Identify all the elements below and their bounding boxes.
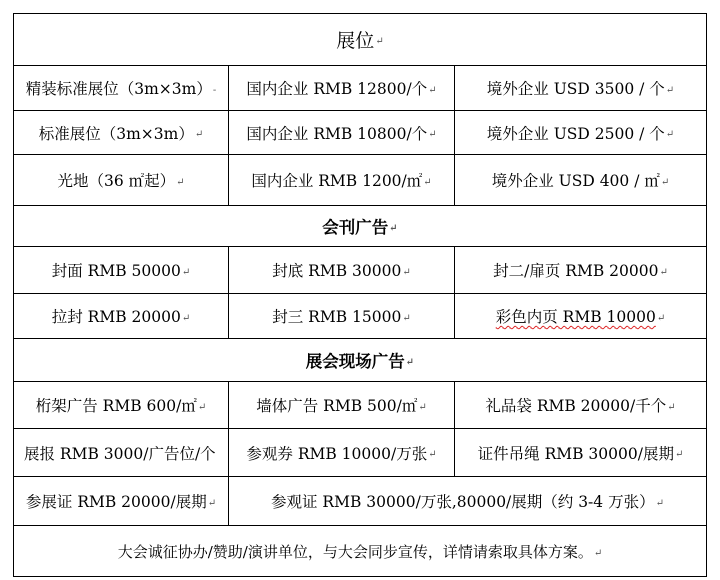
cell-text: 光地（36 ㎡起）: [57, 172, 176, 190]
paragraph-mark-icon: ↵: [655, 497, 664, 509]
paragraph-mark-icon: ↵: [656, 312, 666, 324]
domestic-price-cell: [229, 155, 454, 205]
paragraph-mark-icon: ↵: [660, 176, 670, 188]
cell-text: 拉封 RMB 20000: [51, 308, 181, 326]
domestic-price-cell: [229, 111, 454, 154]
paragraph-mark-icon: ↵: [423, 176, 432, 188]
section-title-text: 展位: [336, 30, 375, 52]
paragraph-mark-icon: ↵: [375, 36, 384, 47]
overseas-price-cell: [455, 111, 706, 154]
paragraph-mark-icon: ↵: [667, 401, 676, 413]
cell-text: 国内企业 RMB 12800/个: [246, 80, 428, 98]
ad-price-cell: [14, 477, 228, 525]
section-title-onsite: [14, 339, 706, 381]
ad-price-cell: [14, 247, 228, 293]
paragraph-mark-icon: ↵: [389, 222, 398, 234]
booth-type-cell: [14, 155, 228, 205]
cell-text: 礼品袋 RMB 20000/千个: [485, 397, 667, 415]
cell-text: 标准展位（3m×3m）: [38, 124, 194, 143]
paragraph-mark-icon: ↵: [197, 401, 207, 413]
ad-price-cell: [455, 429, 706, 476]
paragraph-mark-icon: ↵: [402, 266, 411, 278]
table-border-bottom: [13, 576, 706, 577]
paragraph-mark-icon: ↵: [194, 129, 204, 140]
cell-text: 精装标准展位（3m×3m）: [25, 80, 212, 98]
paragraph-mark-icon: -: [212, 84, 217, 96]
paragraph-mark-icon: ↵: [674, 449, 684, 460]
ad-price-cell: [455, 382, 706, 428]
cell-text: 封面 RMB 50000: [51, 262, 181, 280]
table-border-right: [706, 13, 707, 577]
overseas-price-cell: [455, 155, 706, 205]
cell-text: 参观证 RMB 30000/万张,80000/展期（约 3-4 万张）: [271, 493, 655, 511]
paragraph-mark-icon: ↵: [181, 266, 191, 278]
paragraph-mark-icon: ↵: [181, 312, 191, 324]
domestic-price-cell: [229, 66, 454, 110]
ad-price-cell: [14, 382, 228, 428]
booth-type-cell: [14, 111, 228, 154]
footer-note: [14, 526, 706, 576]
cell-text: 桁架广告 RMB 600/㎡: [35, 397, 197, 415]
paragraph-mark-icon: ↵: [428, 129, 437, 140]
cell-text: 封三 RMB 15000: [272, 308, 402, 326]
cell-text: 展报 RMB 3000/广告位/个: [24, 444, 216, 463]
cell-text: 境外企业 USD 400 / ㎡: [491, 172, 660, 190]
section-title-booth: [14, 14, 706, 65]
cell-text: 彩色内页 RMB 10000: [495, 308, 656, 326]
paragraph-mark-icon: ↵: [428, 84, 437, 96]
overseas-price-cell: [455, 66, 706, 110]
cell-text: 封底 RMB 30000: [272, 262, 402, 280]
ad-price-cell: [229, 382, 454, 428]
ad-price-cell: [229, 247, 454, 293]
ad-price-cell: [14, 294, 228, 338]
section-title-journal: [14, 206, 706, 246]
paragraph-mark-icon: ↵: [405, 356, 415, 368]
ad-price-cell-wide: [229, 477, 706, 525]
paragraph-mark-icon: ↵: [665, 129, 675, 140]
section-title-text: 会刊广告: [322, 218, 389, 237]
paragraph-mark-icon: ↵: [428, 449, 437, 460]
cell-text: 参观券 RMB 10000/万张: [246, 444, 428, 463]
cell-text: 境外企业 USD 2500 / 个: [486, 124, 665, 143]
cell-text: 墙体广告 RMB 500/㎡: [256, 397, 418, 415]
cell-text: 国内企业 RMB 10800/个: [246, 124, 428, 143]
ad-price-cell: [229, 429, 454, 476]
cell-text: 国内企业 RMB 1200/㎡: [251, 172, 423, 190]
booth-type-cell: [14, 66, 228, 110]
cell-text: 参展证 RMB 20000/展期: [25, 493, 207, 511]
section-title-text: 展会现场广告: [305, 352, 405, 371]
paragraph-mark-icon: ↵: [207, 497, 217, 509]
ad-price-cell: [455, 247, 706, 293]
paragraph-mark-icon: ↵: [659, 266, 668, 278]
footer-text: 大会诚征协办/赞助/演讲单位，与大会同步宣传，详情请索取具体方案。: [117, 542, 593, 561]
paragraph-mark-icon: ↵: [593, 547, 603, 559]
paragraph-mark-icon: ↵: [402, 312, 411, 324]
paragraph-mark-icon: ↵: [418, 401, 427, 413]
cell-text: 境外企业 USD 3500 / 个: [486, 80, 665, 98]
ad-price-cell: [14, 429, 228, 476]
ad-price-cell: [229, 294, 454, 338]
cell-text: 证件吊绳 RMB 30000/展期: [477, 444, 674, 463]
ad-price-cell: [455, 294, 706, 338]
paragraph-mark-icon: ↵: [665, 84, 675, 96]
cell-text: 封二/扉页 RMB 20000: [493, 262, 659, 280]
paragraph-mark-icon: ↵: [176, 176, 185, 188]
